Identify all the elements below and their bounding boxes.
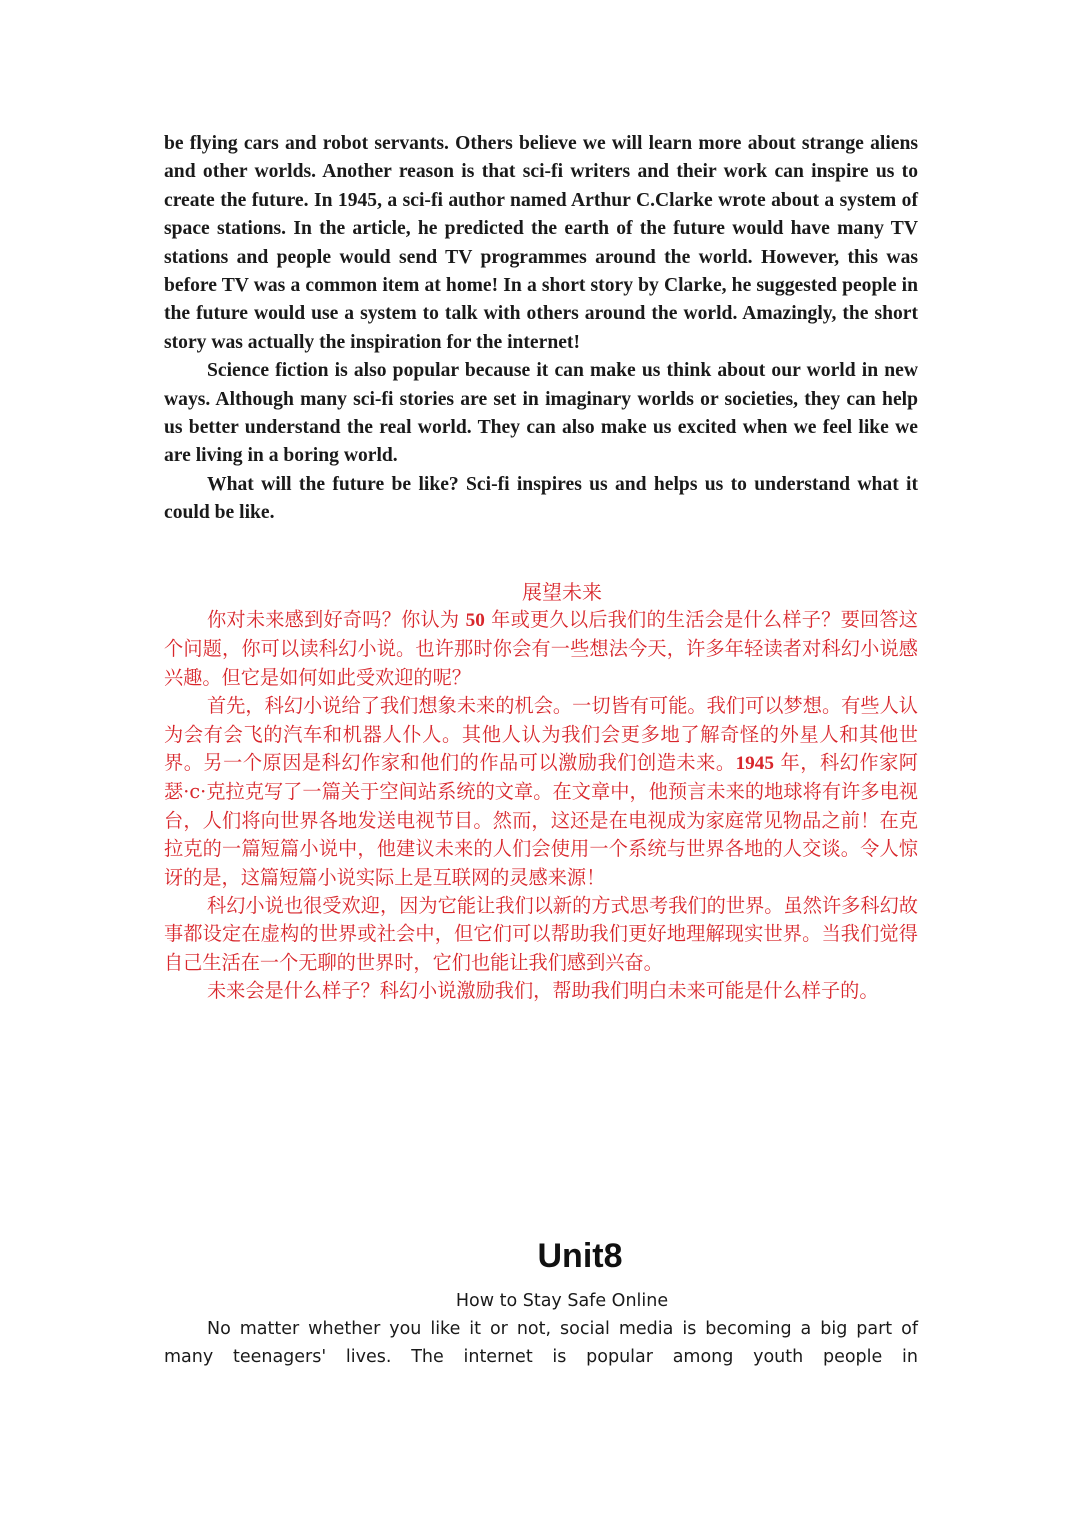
english-paragraph-3: What will the future be like? Sci-fi inspires us and helps us to understand what it could be like. xyxy=(164,473,918,524)
translation-paragraph-2 xyxy=(164,692,918,892)
english-paragraph-1: be flying cars and robot servants. Others believe we will learn more about strange aliens and other worlds. Another reason is that sci-fi writers and their work can inspire us to create the future. In 1945, a sci-fi author named Arthur C.Clarke wrote about a system of space stations. In the article, he predicted the earth of the future would have many TV stations and people would send TV programmes around the world. However, this was before TV was a common item at home! In a short story by Clarke, he suggested people in the future would use a system to talk with others around the world. Amazingly, the short story was actually the inspiration for the internet! xyxy=(164,133,918,353)
english-paragraph-2: Science fiction is also popular because it can make us think about our world in new ways. Although many sci-fi stories are set in imaginary worlds or societies, they can help us better understand the real world. They can also make us excited when we feel like we are living in a boring world. xyxy=(164,360,918,467)
unit-heading: Unit8 xyxy=(537,1237,623,1275)
translation-p1-start: 你对未来感到好奇吗？你认为 xyxy=(207,608,466,631)
translation-p1-end: 年或更久以后我们的生活会是什么样子？要回答这个问题，你可以读科幻小说。也许那时你会有一些想法今天，许多年轻读者对科幻小说感兴趣。但它是如何如此受欢迎的呢？ xyxy=(164,608,918,689)
unit-intro-paragraph: No matter whether you like it or not, social media is becoming a big part of many teenagers' lives. The internet is popular among youth people in xyxy=(164,1319,918,1368)
translation-p2-end: 年，科幻作家阿瑟·c·克拉克写了一篇关于空间站系统的文章。在文章中，他预言未来的地球将有许多电视台，人们将向世界各地发送电视节目。然而，这还是在电视成为家庭常见物品之前！在克拉克的一篇短篇小说中，他建议未来的人们会使用一个系统与世界各地的人交谈。令人惊讶的是，这篇短篇小说实际上是互联网的灵感来源！ xyxy=(164,751,918,889)
chinese-translation-text xyxy=(164,606,918,1006)
translation-paragraph-3: 科幻小说也很受欢迎，因为它能让我们以新的方式思考我们的世界。虽然许多科幻故事都设定在虚构的世界或社会中，但它们可以帮助我们更好地理解现实世界。当我们觉得自己生活在一个无聊的世界时，它们也能让我们感到兴奋。 xyxy=(164,894,918,974)
translation-number-50: 50 xyxy=(465,610,485,631)
translation-number-1945: 1945 xyxy=(735,753,774,775)
english-story-text xyxy=(164,130,918,528)
translation-paragraph-4: 未来会是什么样子？科幻小说激励我们，帮助我们明白未来可能是什么样子的。 xyxy=(207,979,879,1003)
translation-paragraph-1 xyxy=(164,606,918,692)
translation-p2-start: 首先，科幻小说给了我们想象未来的机会。一切皆有可能。我们可以梦想。有些人认为会有会飞的汽车和机器人仆人。其他人认为我们会更多地了解奇怪的外星人和其他世界。另一个原因是科幻作家和他们的作品可以激励我们创造未来。 xyxy=(164,694,918,775)
translation-title: 展望未来 xyxy=(522,580,602,604)
unit-subtitle: How to Stay Safe Online xyxy=(455,1291,669,1311)
